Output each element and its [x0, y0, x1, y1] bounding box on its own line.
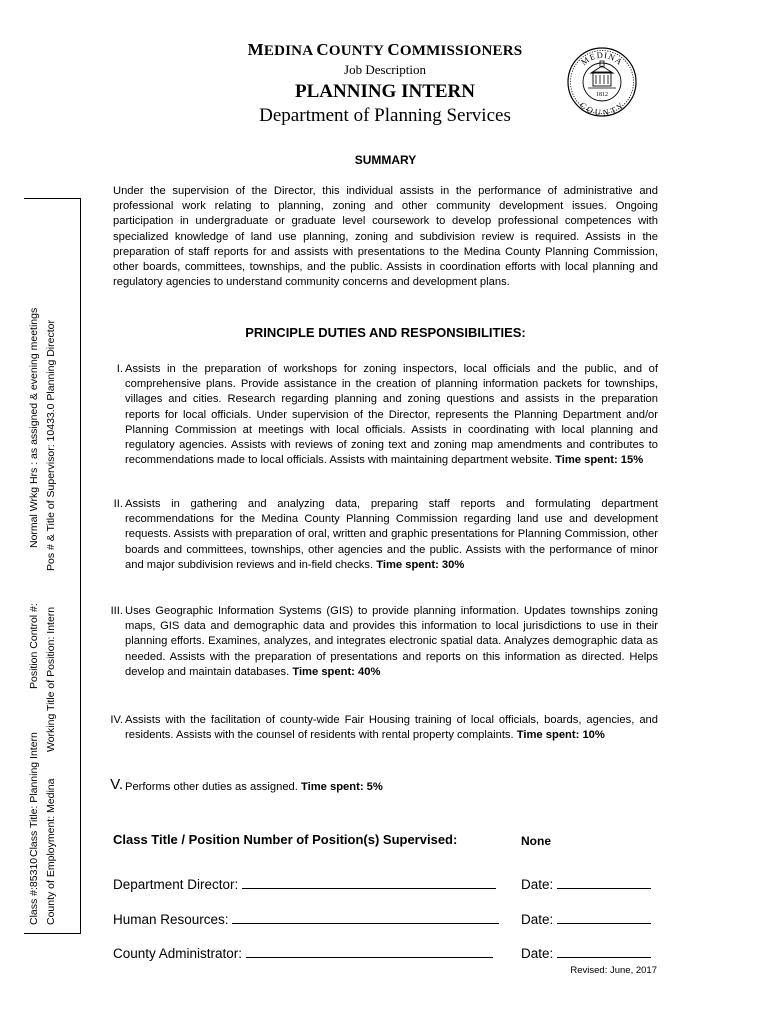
duty-item [93, 604, 658, 680]
duty-time-spent: Time spent: 40% [292, 665, 381, 678]
signature-label: Human Resources: [113, 912, 233, 927]
position-control: Position Control #: [28, 603, 40, 689]
svg-text:COUNTY: COUNTY [577, 99, 626, 118]
working-title: Working Title of Position: Intern [45, 606, 57, 752]
document-header [150, 40, 620, 127]
duty-time-spent: Time spent: 15% [555, 454, 644, 467]
revision-date: Revised: June, 2017 [570, 965, 657, 976]
department-director-signature[interactable] [113, 874, 496, 892]
signature-line[interactable] [246, 943, 493, 958]
signature-line[interactable] [232, 909, 499, 924]
department-name: Department of Planning Services [259, 105, 511, 126]
county-of-employment: County of Employment: Medina [45, 778, 57, 925]
human-resources-date[interactable] [521, 909, 651, 927]
department-director-date[interactable] [521, 874, 651, 892]
classification-sidebar-text [24, 199, 80, 933]
job-title: PLANNING INTERN [295, 81, 475, 102]
duty-item [93, 497, 658, 573]
svg-text:1812: 1812 [596, 92, 608, 98]
class-number: Class #:85310 [28, 857, 40, 925]
organization-name: MEDINA COUNTY COMMISSIONERS [247, 40, 523, 59]
duty-number: IV. [110, 714, 123, 726]
normal-working-hours: Normal Wrkg Hrs : as assigned & evening meetings [28, 307, 40, 548]
human-resources-signature[interactable] [113, 909, 499, 927]
duties-heading: PRINCIPLE DUTIES AND RESPONSIBILITIES: [245, 325, 526, 340]
duty-number: II. [113, 498, 123, 510]
date-line[interactable] [557, 909, 651, 924]
duty-item [93, 362, 658, 468]
duty-text: Performs other duties as assigned. [125, 781, 298, 793]
county-administrator-date[interactable] [521, 943, 651, 961]
positions-supervised-label: Class Title / Position Number of Position(s) Supervised: [113, 832, 458, 847]
date-line[interactable] [557, 943, 651, 958]
duty-text: Assists with the facilitation of county-wide Fair Housing training of local officials, boards, agencies, and residents. Assists with the counsel of residents with rental property complaints. [125, 714, 658, 742]
positions-supervised-value: None [521, 834, 551, 848]
document-subtitle: Job Description [344, 62, 426, 77]
summary-heading: SUMMARY [354, 153, 417, 167]
supervisor-position: Pos # & Title of Supervisor: 10433.0 Planning Director [45, 320, 57, 571]
duty-item [93, 713, 658, 743]
duty-text: Assists in gathering and analyzing data, preparing staff reports and formulating department recommendations for the Medina County Planning Commission regarding land use and development requests. Assists with preparation of oral, written and graphic presentations for Planning Commission, other boards and committees, townships, other agencies and the public. Assists with the performance of minor and major subdivision reviews and in-field checks. [125, 498, 658, 571]
duty-text: Assists in the preparation of workshops for zoning inspectors, local officials and the public, and of comprehensive plans. Provide assistance in the creation of planning information packets for townships, villages and cities. Research regarding planning and zoning questions and assists in the preparation reports for local officials. Under supervision of the Director, represents the Planning Department and/or Planning Commission at meetings with local officials. Assists in coordinating with local planning and regulatory agencies. Assists with reviews of zoning text and zoning map amendments and contributes to recommendations made to local officials. Assists with maintaining department website. [125, 363, 658, 467]
duty-text: Uses Geographic Information Systems (GIS) to provide planning information. Updates townships zoning maps, GIS data and demographic data and provides this information to local jurisdictions to use in their planning efforts. Examines, analyzes, and integrates electronic spatial data. Analyzes demographic data as needed. Assists with the preparation of presentations and reports on this information as directed. Helps develop and maintain databases. [125, 605, 658, 678]
duty-time-spent: Time spent: 5% [300, 781, 383, 793]
svg-text:MEDINA: MEDINA [579, 49, 626, 68]
duty-time-spent: Time spent: 10% [516, 729, 605, 742]
signature-label: County Administrator: [113, 946, 246, 961]
duty-number: V. [110, 776, 123, 793]
duty-item [93, 776, 658, 795]
date-label: Date: [521, 912, 558, 927]
date-label: Date: [521, 946, 558, 961]
county-seal-icon [566, 46, 638, 118]
duty-number: I. [116, 363, 123, 375]
signature-label: Department Director: [113, 877, 243, 892]
summary-paragraph: Under the supervision of the Director, this individual assists in the performance of administrative and professional work relating to planning, zoning and other community development issues. Ongoing participation in undergraduate or graduate level coursework to develop professional competences with specialized knowledge of land use planning, zoning and subdivision review is required. Assists in the preparation of staff reports for and assists with presentations to the Medina County Planning Commission, other boards, committees, townships, and the public. Assists in coordination efforts with local planning and regulatory agencies to understand community concerns and development plans. [113, 185, 658, 289]
date-line[interactable] [557, 874, 651, 889]
classification-sidebar [24, 198, 81, 934]
duty-time-spent: Time spent: 30% [376, 558, 465, 571]
class-title: Class Title: Planning Intern [28, 732, 40, 857]
duty-number: III. [110, 605, 123, 617]
signature-line[interactable] [242, 874, 496, 889]
date-label: Date: [521, 877, 558, 892]
county-administrator-signature[interactable] [113, 943, 493, 961]
